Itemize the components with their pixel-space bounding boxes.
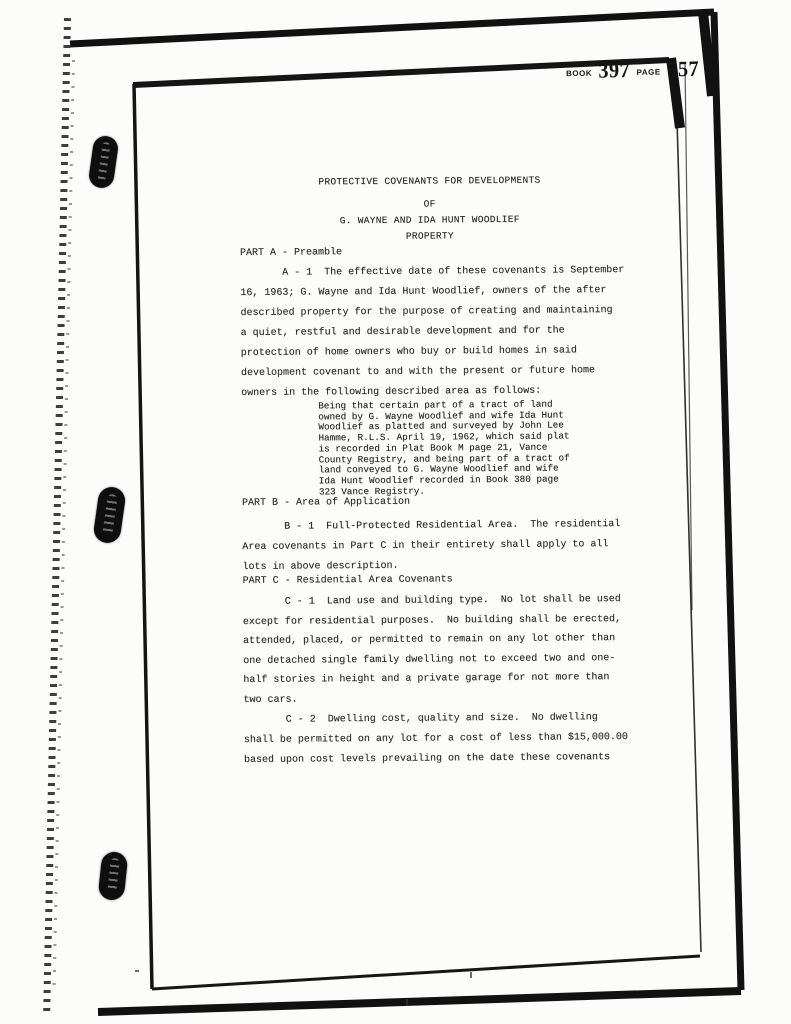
doc-title-line4: PROPERTY xyxy=(405,230,454,242)
doc-title-line1: PROTECTIVE COVENANTS FOR DEVELOPMENTS xyxy=(318,174,541,188)
stamp-page-label: PAGE xyxy=(636,67,661,77)
scan-speck xyxy=(406,999,408,1006)
punch-hole-highlight xyxy=(107,857,119,893)
paragraph-c2: C - 2 Dwelling cost, quality and size. No dwelling shall be permitted on any lot for a cost of less than $15,000.00 based upon cost levels prevailing on the date these covenants xyxy=(243,712,628,766)
scan-speck xyxy=(135,970,139,972)
part-c-heading: PART C - Residential Area Covenants xyxy=(242,574,453,587)
scan-speck xyxy=(470,972,472,978)
doc-title-line3: G. WAYNE AND IDA HUNT WOODLIEF xyxy=(339,213,520,227)
legal-description-quote: Being that certain part of a tract of land owned by G. Wayne Woodlief and wife Ida Hunt Woodlief as platted and surveyed by John Lee Hamme, R.L.S. April 19, 1962, which said plat is recorded in Plat Book M page 21, Vance County Registry, and being part of a tract of land conveyed to G. Wayne Woodlief and wife Ida Hunt Woodlief recorded in Book 380 page 323 Vance Registry. xyxy=(318,398,570,498)
document-text xyxy=(238,0,656,1024)
paragraph-b1: B - 1 Full-Protected Residential Area. The residential Area covenants in Part C in their entirety shall apply to all lots in above description. xyxy=(242,519,621,573)
stamp-page-number: 557 xyxy=(666,55,699,82)
doc-title-line2: OF xyxy=(423,198,436,210)
punch-hole-highlight xyxy=(103,493,118,535)
stamp-book-number: 397 xyxy=(598,57,631,83)
punch-hole-highlight xyxy=(97,142,111,181)
paragraph-c1: C - 1 Land use and building type. No lot shall be used except for residential purposes. No building shall be erected, attended, placed, or permitted to remain on any lot other than one detached single family dwelling not to exceed two and one- half stories in height and a private garage for not more than two cars. xyxy=(242,594,621,706)
stamp-book-label: BOOK xyxy=(565,68,593,78)
part-a-heading: PART A - Preamble xyxy=(239,247,343,259)
paragraph-a1: A - 1 The effective date of these covenants is September 16, 1963; G. Wayne and Ida Hunt Woodlief, owners of the after described property for the purpose of creating and maintaining a quiet, restful and desirable development and for the protection of home owners who buy or build homes in said development covenant to and with the present or future home owners in the following described area as follows: xyxy=(240,264,625,399)
part-b-heading: PART B - Area of Application xyxy=(241,496,411,509)
